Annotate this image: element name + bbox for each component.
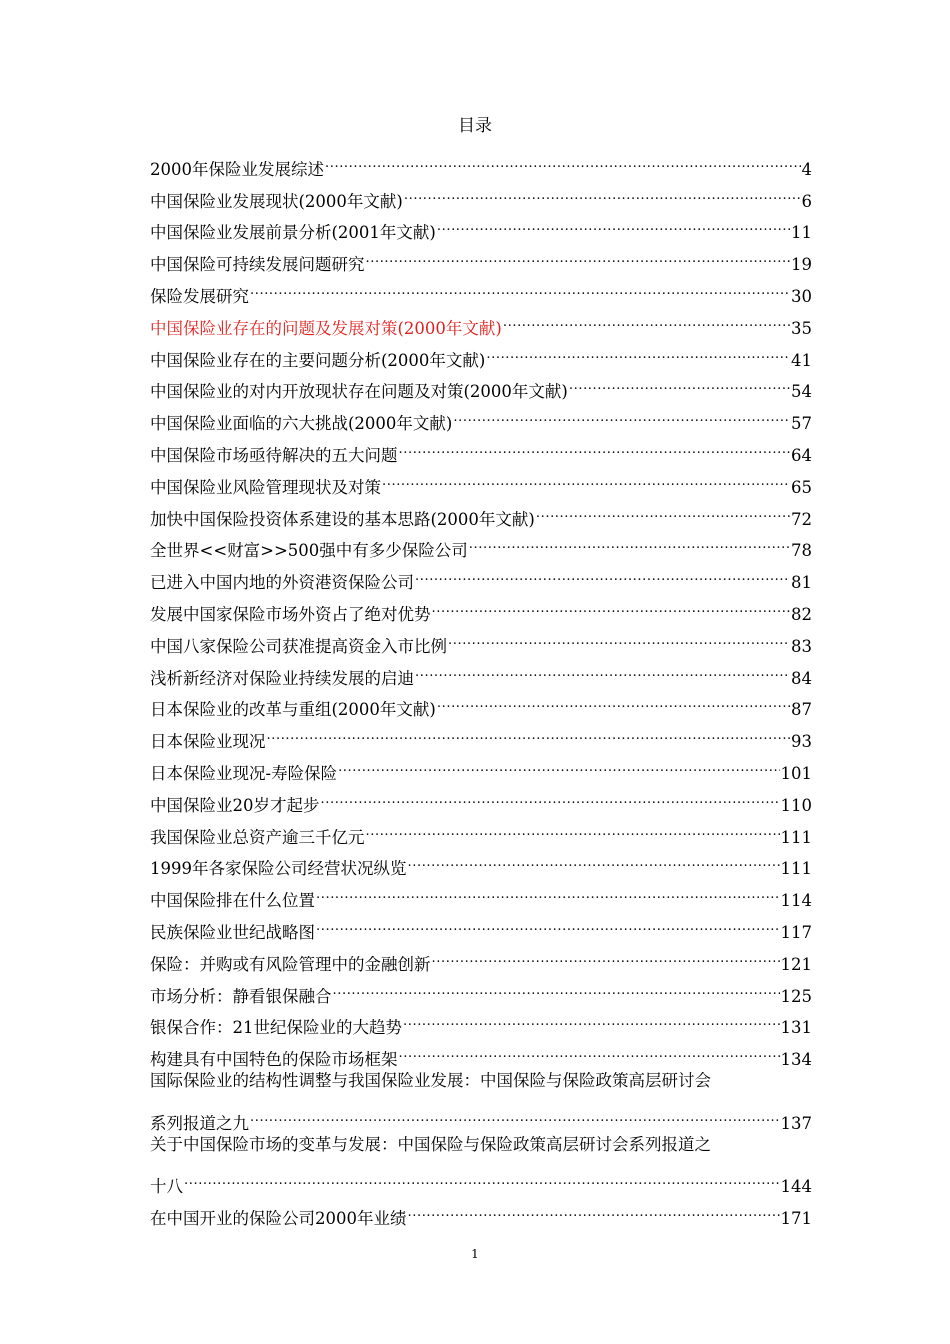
toc-entry-title: 我国保险业总资产逾三千亿元 [150, 827, 365, 847]
toc-entry-page: 57 [791, 414, 812, 434]
dot-leader [250, 270, 790, 302]
toc-entry-title: 发展中国家保险市场外资占了绝对优势 [150, 604, 431, 624]
toc-entry-title: 中国保险业存在的主要问题分析(2000年文献) [150, 350, 486, 370]
toc-entry-title-line1: 国际保险业的结构性调整与我国保险业发展：中国保险与保险政策高层研讨会 [150, 1071, 711, 1091]
dot-leader [338, 747, 779, 779]
dot-leader [316, 874, 780, 906]
toc-entry-page: 114 [780, 891, 812, 911]
toc-entry-page: 110 [780, 795, 812, 815]
toc-entry-multiline[interactable] [150, 1129, 812, 1197]
toc-entry[interactable] [150, 270, 812, 306]
dot-leader [437, 207, 790, 239]
dot-leader [408, 843, 780, 875]
toc-entry-title: 保险发展研究 [150, 286, 249, 306]
toc-entry-page: 93 [791, 732, 812, 752]
page-number: 1 [471, 1247, 479, 1261]
toc-entry-page: 81 [791, 573, 812, 593]
dot-leader [569, 366, 790, 398]
toc-entry-page: 144 [780, 1177, 812, 1197]
toc-entry-page: 84 [791, 668, 812, 688]
dot-leader [325, 143, 801, 175]
toc-entry-page: 78 [791, 541, 812, 561]
toc-entry-title-line1: 关于中国保险市场的变革与发展：中国保险与保险政策高层研讨会系列报道之 [150, 1134, 711, 1154]
dot-leader [321, 779, 780, 811]
toc-entry-page: 19 [791, 255, 812, 275]
dot-leader [486, 334, 790, 366]
toc-entry-page: 134 [780, 1050, 812, 1070]
toc-entry-title: 加快中国保险投资体系建设的基本思路(2000年文献) [150, 509, 535, 529]
toc-entry-page: 125 [780, 986, 812, 1006]
toc-entry-title-line2: 系列报道之九 [150, 1113, 249, 1133]
dot-leader [250, 1097, 780, 1129]
toc-entry-page: 11 [791, 223, 812, 243]
dot-leader [382, 461, 790, 493]
dot-leader [366, 238, 791, 270]
toc-entry-page: 6 [801, 191, 812, 211]
toc-entry-title-line2: 十八 [150, 1177, 183, 1197]
toc-entry-title: 市场分析：静看银保融合 [150, 986, 332, 1006]
toc-entry-title: 1999年各家保险公司经营状况纵览 [150, 859, 407, 879]
toc-entry-page: 111 [780, 827, 812, 847]
dot-leader [333, 970, 780, 1002]
toc-entry-title: 中国保险业20岁才起步 [150, 795, 320, 815]
dot-leader [415, 556, 790, 588]
dot-leader [366, 811, 780, 843]
dot-leader [432, 588, 791, 620]
dot-leader [404, 175, 801, 207]
toc-entry-page: 30 [791, 286, 812, 306]
toc-entry-title: 中国八家保险公司获准提高资金入市比例 [150, 636, 447, 656]
toc-entry-page: 101 [780, 763, 812, 783]
toc-entry-title: 中国保险可持续发展问题研究 [150, 255, 365, 275]
toc-entry[interactable] [150, 1192, 812, 1229]
toc-entry-title: 中国保险业面临的六大挑战(2000年文献) [150, 414, 453, 434]
toc-entry-page: 83 [791, 636, 812, 656]
toc-entry-title: 中国保险业的对内开放现状存在问题及对策(2000年文献) [150, 382, 568, 402]
toc-entry-page: 117 [780, 922, 812, 942]
toc-entry-page: 72 [791, 509, 812, 529]
toc-entry-page: 65 [791, 477, 812, 497]
dot-leader [399, 429, 791, 461]
toc-entry-title: 中国保险业风险管理现状及对策 [150, 477, 381, 497]
toc-entry-title: 日本保险业现况 [150, 732, 266, 752]
toc-entry-title: 构建具有中国特色的保险市场框架 [150, 1050, 398, 1070]
toc-entry-page: 82 [791, 604, 812, 624]
toc-entry-title: 中国保险市场亟待解决的五大问题 [150, 445, 398, 465]
toc-entry-title: 中国保险排在什么位置 [150, 891, 315, 911]
toc-entry-title: 保险：并购或有风险管理中的金融创新 [150, 954, 431, 974]
toc-entry-multiline[interactable] [150, 1065, 812, 1133]
toc-entry-page: 35 [791, 318, 812, 338]
toc-entry-title: 已进入中国内地的外资港资保险公司 [150, 573, 414, 593]
toc-entry-title: 民族保险业世纪战略图 [150, 922, 315, 942]
toc-entry-page: 121 [780, 954, 812, 974]
toc-entry-page: 64 [791, 445, 812, 465]
toc-entry-highlighted[interactable] [150, 302, 812, 338]
dot-leader [453, 397, 790, 429]
dot-leader [437, 684, 790, 716]
toc-entry-page: 87 [791, 700, 812, 720]
toc-entry[interactable] [150, 143, 812, 179]
toc-entry-title: 日本保险业现况-寿险保险 [150, 763, 338, 783]
dot-leader [448, 620, 790, 652]
toc-entry-page: 54 [791, 382, 812, 402]
dot-leader [316, 906, 780, 938]
toc-entry-title: 在中国开业的保险公司2000年业绩 [150, 1209, 407, 1229]
toc-entry-page: 41 [791, 350, 812, 370]
toc-entry-title: 银保合作：21世纪保险业的大趋势 [150, 1018, 402, 1038]
dot-leader [403, 1002, 780, 1034]
table-of-contents [150, 143, 812, 1229]
dot-leader [408, 1192, 780, 1224]
dot-leader [415, 652, 790, 684]
toc-entry-page: 137 [780, 1113, 812, 1133]
dot-leader [469, 525, 790, 557]
toc-entry-page: 171 [780, 1209, 812, 1229]
toc-entry-page: 4 [801, 159, 812, 179]
dot-leader [536, 493, 790, 525]
toc-entry-title: 日本保险业的改革与重组(2000年文献) [150, 700, 436, 720]
toc-entry-title: 全世界<<财富>>500强中有多少保险公司 [150, 541, 468, 561]
dot-leader [399, 1033, 780, 1065]
toc-title: 目录 [458, 116, 492, 136]
toc-entry-title: 2000年保险业发展综述 [150, 159, 324, 179]
toc-entry-title: 中国保险业发展现状(2000年文献) [150, 191, 403, 211]
dot-leader [267, 715, 791, 747]
toc-entry-page: 131 [780, 1018, 812, 1038]
toc-entry-title: 浅析新经济对保险业持续发展的启迪 [150, 668, 414, 688]
dot-leader [503, 302, 790, 334]
dot-leader [432, 938, 780, 970]
toc-entry-page: 111 [780, 859, 812, 879]
toc-entry-title: 中国保险业发展前景分析(2001年文献) [150, 223, 436, 243]
dot-leader [184, 1161, 780, 1193]
toc-entry-title: 中国保险业存在的问题及发展对策(2000年文献) [150, 318, 502, 338]
